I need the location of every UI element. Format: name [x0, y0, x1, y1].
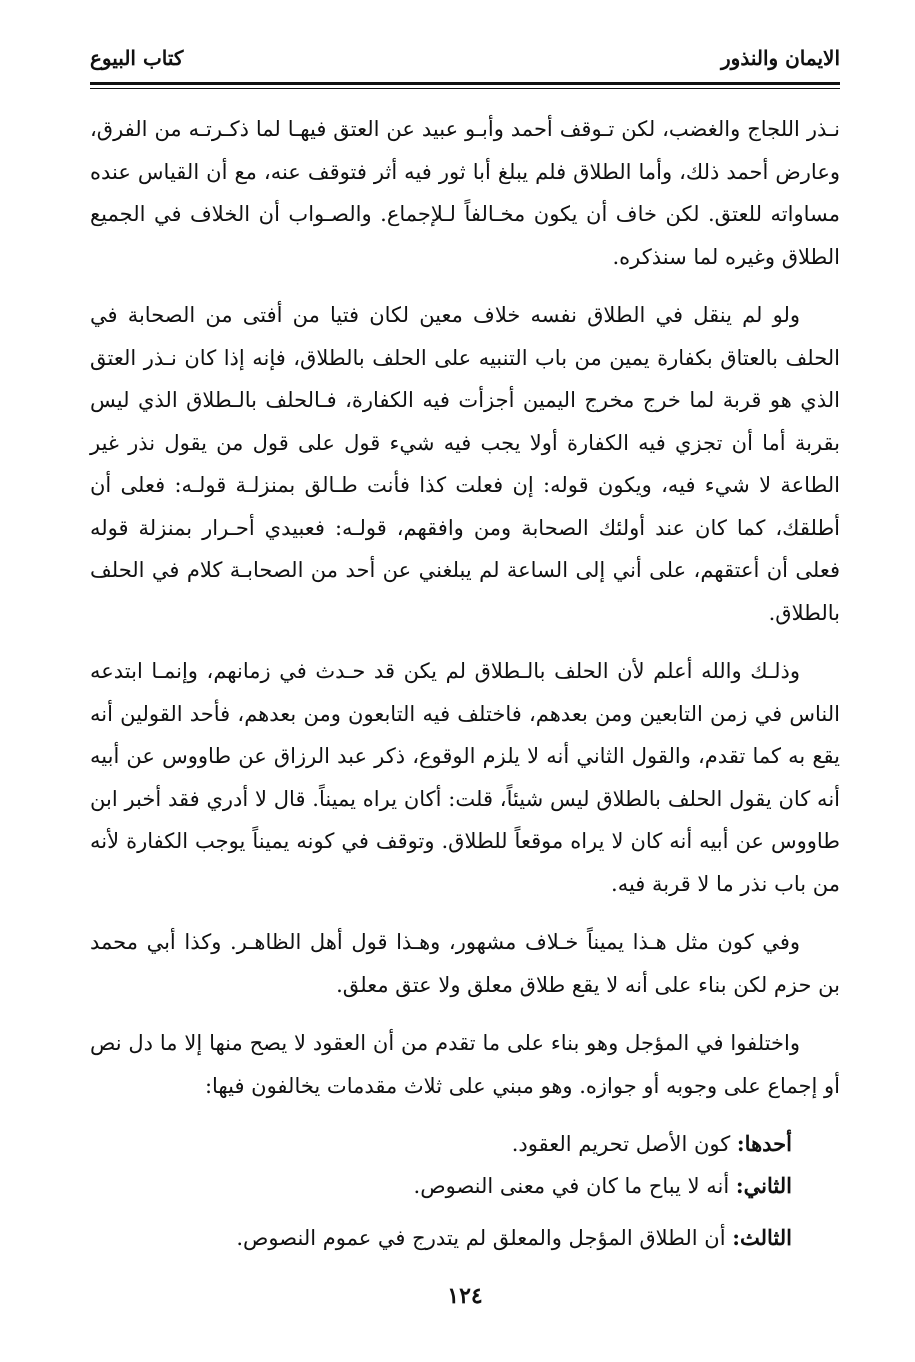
book-page — [90, 0, 840, 1362]
paragraph-3: وذلـك والله أعلم لأن الحلف بالـطلاق لم يكن قد حـدث في زمانهم، وإنمـا ابتدعه الناس في زمن التابعين ومن بعدهم، فاختلف فيه التابعون ومن بعدهم، فأحد القولين أنه يقع به كما تقدم، والقول الثاني أنه لا يلزم الوقوع، ذكر عبد الرزاق عن طاووس عن أبيه أنه كان يقول الحلف بالطلاق ليس شيئاً، قلت: أكان يراه يميناً. قال لا أدري فقد أخبر ابن طاووس عن أبيه أنه كان لا يراه موقعاً للطلاق. وتوقف في كونه يميناً يوجب الكفارة لأنه من باب نذر ما لا قربة فيه. — [90, 659, 840, 896]
list-item — [90, 1217, 792, 1259]
page-number: ١٢٤ — [447, 1283, 483, 1309]
header-rule-thin — [90, 88, 840, 89]
paragraph-1: نـذر اللجاج والغضب، لكن تـوقف أحمد وأبـو عبيد عن العتق فيهـا لما ذكـرتـه من الفرق، وعارض أحمد ذلك، وأما الطلاق فلم يبلغ أبا ثور فيه أثر فتوقف عنه، مع أن القياس عنده مساواته للعتق. لكن خاف أن يكون مخـالفاً لـلإجماع. والصـواب أن الخلاف في الجميع الطلاق وغيره لما سنذكره. — [90, 117, 840, 269]
list-item-text: أن الطلاق المؤجل والمعلق لم يتدرج في عموم النصوص. — [236, 1226, 726, 1250]
header-book-title: كتاب البيوع — [90, 46, 184, 70]
list-item-label: الثالث: — [732, 1225, 792, 1250]
list-item-text: أنه لا يباح ما كان في معنى النصوص. — [413, 1174, 730, 1198]
header-chapter-title: الايمان والنذور — [721, 46, 840, 70]
paragraph-5: واختلفوا في المؤجل وهو بناء على ما تقدم من أن العقود لا يصح منها إلا ما دل نص أو إجماع على وجوبه أو جوازه. وهو مبني على ثلاث مقدمات يخالفون فيها: — [90, 1031, 840, 1098]
paragraph-4: وفي كون مثل هـذا يميناً خـلاف مشهور، وهـذا قول أهل الظاهـر. وكذا أبي محمد بن حزم لكن بناء على أنه لا يقع طلاق معلق ولا عتق معلق. — [90, 930, 840, 997]
paragraph-2: ولو لم ينقل في الطلاق نفسه خلاف معين لكان فتيا من أفتى من الصحابة في الحلف بالعتاق بكفارة يمين من باب التنبيه على الحلف بالطلاق، فإنه إذا كان نـذر العتق الذي هو قربة لما خرج مخرج اليمين أجزأت فيه الكفارة، فـالحلف بالـطلاق الذي ليس بقربة أما أن تجزي فيه الكفارة أولا يجب فيه شيء قول على قول من يقول نذر غير الطاعة لا شيء فيه، ويكون قوله: إن فعلت كذا فأنت طـالق بمنزلـة قولـه: فعلى أن أطلقك، كما كان عند أولئك الصحابة ومن وافقهم، قولـه: فعبيدي أحـرار بمنزلة قوله فعلى أن أعتقهم، على أني إلى الساعة لم يبلغني عن أحد من الصحابـة كلام في الحلف بالطلاق. — [90, 303, 840, 625]
list-item-label: الثاني: — [735, 1173, 792, 1198]
list-item — [90, 1123, 792, 1165]
running-header — [90, 46, 840, 76]
header-rule-thick — [90, 82, 840, 85]
page-body — [90, 108, 840, 1259]
list-item-label: أحدها: — [736, 1131, 792, 1156]
list-item — [90, 1165, 792, 1207]
list-item-text: كون الأصل تحريم العقود. — [511, 1132, 731, 1156]
